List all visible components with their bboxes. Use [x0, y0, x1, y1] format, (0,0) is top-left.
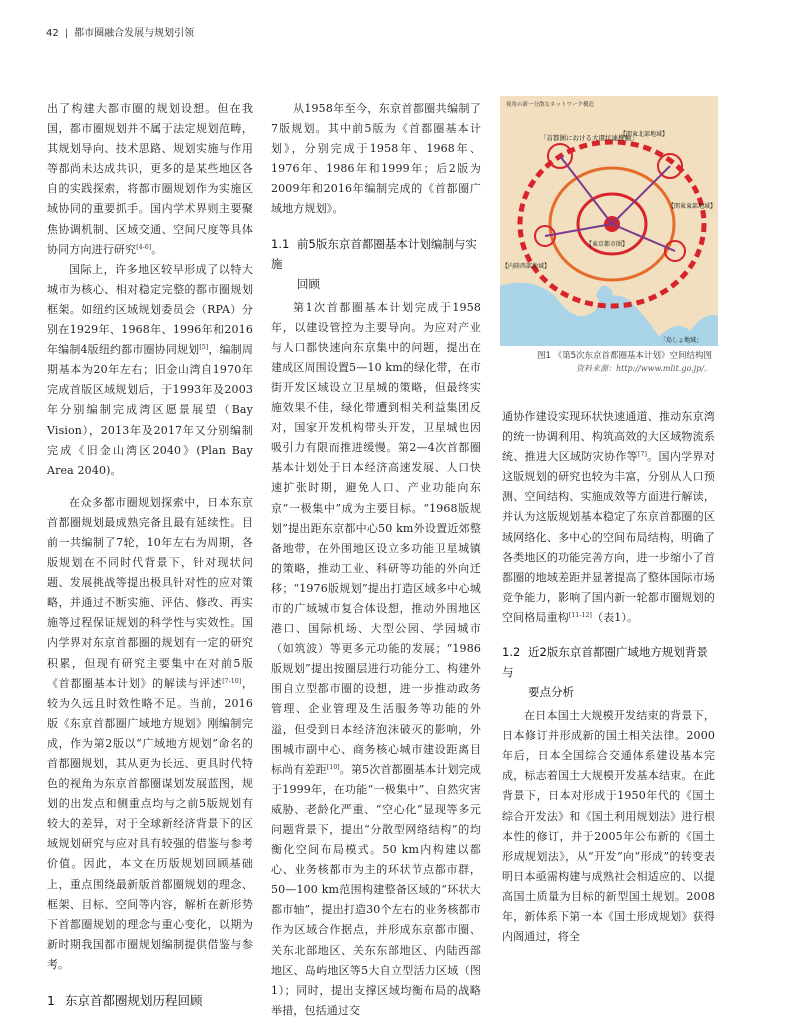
section-heading [47, 991, 253, 1011]
figure-caption: 图1 《第5次东京首都圈基本计划》空间结构图 [536, 351, 712, 361]
paragraph-text: 。 [151, 242, 163, 256]
subsection-title: 前5版东京首都圈基本计划编制与实施 [271, 236, 477, 271]
map-label-east: 【関東東部地域】 [668, 203, 717, 210]
map-label-north: 【関東北部地域】 [620, 131, 669, 138]
paragraph [271, 298, 481, 1021]
paragraph-text: ，编制周期基本为20年左右；旧金山湾自1970年完成首版区域规划后，于1993年及2003年分别编制完成湾区愿景展望（Bay Vision），2013年及2017年又分别编制完成《旧金山湾区2040》(Plan Bay Area 2040)。 [47, 343, 253, 477]
column-right [502, 407, 715, 947]
subsection-number: 1.2 [502, 645, 521, 660]
paragraph-text: 。国内学界对这版规划的研究也较为丰富，分别从人口预测、空间结构、实施成效等方面进行解读，并认为这版规划基本稳定了东京首都圈的区域网络化、多中心的空间布局结构，明确了各类地区的功能完善方向，进一步缩小了首都圈的地域差距并显著提高了整体国际市场竞争能力，影响了国内新一轮都市圈规划的空间格局重构 [502, 450, 715, 624]
figure-map [500, 96, 718, 346]
section-title: 东京首都圈规划历程回顾 [64, 993, 203, 1009]
subsection-heading [502, 642, 715, 702]
page-number: 42 [46, 28, 59, 39]
citation: [7] [638, 451, 647, 459]
map-label-west: 【内陸西部地域】 [502, 263, 551, 270]
journal-title: 都市圈融合发展与规划引领 [74, 28, 195, 39]
column-middle [271, 99, 481, 1021]
citation: [11-12] [568, 611, 592, 619]
paragraph-text: 第1次首都圈基本计划完成于1958年，以建设管控为主要导向。为应对产业与人口都快速向东京集中的问题，提出在建成区周围设置5—10 km的绿化带，在市街开发区域设立卫星城的策略，但最终实施效果不佳，绿化带遭到相关利益集团反对，国家开发机构带头开发，卫星城也因吸引力有限而推进缓慢。第2—4次首都圈基本计划处于日本经济高速发展、人口快速扩张时期，避免人口、产业功能向东京“一极集中”成为主要目标。“1968版规划”提出距东京都中心50 km外设置近郊整备地带，在外围地区设立多功能卫星城镇的策略，推动工业、科研等功能的外向迁移；“1976版规划”提出打造区域多中心城市的广域城市复合体设想，推动外围地区港口、国际机场、大型公园、学园城市（如筑波）等更多元功能的发展；“1986版规划”提出按圈层进行功能分工、构建外围自立型都市圈的设想，进一步推动政务管理、企业管理及生活服务等功能的外溢，但受到日本经济泡沫破灭的影响，外围城市副中心、商务核心城市建设距离目标尚有差距 [271, 300, 481, 776]
subsection-number: 1.1 [271, 236, 290, 251]
paragraph: 从1958年至今，东京首都圈共编制了7版规划。其中前5版为《首都圈基本计划》，分别完成于1958年、1968年、1976年、1986年和1999年；后2版为2009年和2016年编制完成的《首都圈广域地方规划》。 [271, 102, 481, 216]
paragraph-text: （表1）。 [591, 610, 639, 624]
paragraph [47, 99, 253, 260]
citation: [10] [326, 763, 340, 771]
paragraph [502, 407, 715, 628]
paragraph-text: 出了构建大都市圈的规划设想。但在我国，都市圈规划并不属于法定规划范畴，其规划导向、技术思路、规划实施与作用等都尚未达成共识，更多的是某些地区各自的实践探索，将都市圈规划作为实施区域协同的重要抓手。国内学术界则主要聚焦协调机制、区域交通、空间尺度等具体协同方向进行研究 [47, 102, 253, 256]
map-title: 视角の新一分散なネットワーク構造 [506, 102, 595, 108]
subsection-heading [271, 234, 481, 294]
map-label-core: 【東京都市圏】 [586, 241, 629, 248]
citation: [7-10] [222, 677, 242, 685]
paragraph [47, 260, 253, 481]
citation: [5] [199, 344, 209, 352]
subsection-title: 近2版东京首都圈广域地方规划背景与 [502, 645, 708, 680]
paragraph-text: 国际上，许多地区较早形成了以特大城市为核心、相对稳定完整的都市圈规划框架。如纽约区域规划委员会（RPA）分别在1929年、1968年、1996年和2016年编制4版纽约都市圈协同规划 [47, 262, 253, 357]
citation: [4-6] [136, 243, 152, 251]
running-header [46, 24, 746, 39]
subsection-title-cont: 回顾 [297, 276, 320, 291]
structure-map [500, 96, 718, 346]
paragraph-text: 通协作建设实现环状快速通道、推动东京湾的统一协调利用、构筑高效的大区域物流系统、推进大区域防灾协作等 [502, 410, 715, 464]
map-label-south: 「島しょ地域」 [660, 337, 703, 344]
section-number: 1 [47, 993, 55, 1009]
paragraph: 在日本国土大规模开发结束的背景下，日本修订并形成新的国土相关法律。2000年后，日本全国综合交通体系建设基本完成，标志着国土大规模开发基本结束。在此背景下，日本对形成于1950年代的《国土综合开发法》和《国土利用规划法》进行根本性的修订，并于2005年公布新的《国土形成规划法》，从“开发”向“形成”的转变表明日本亟需构建与成熟社会相适应的、以提高国土质量为目标的新型国土规划。2008年，新体系下第一本《国土形成规划》获得内阁通过，将全 [502, 709, 715, 944]
column-left [47, 99, 253, 1021]
paragraph-text: 。第5次首都圈基本计划完成于1999年，在功能“一极集中”、自然灾害威胁、老龄化严重、“空心化”显现等多元问题背景下，提出“分散型网络结构”的均衡化空间布局模式。50 km内构建以都心、业务核都市为主的环状节点都市群，50—100 km范围构建整备区域的“环状大都市轴”，提出打造30个左右的业务核都市作为区域合作据点，并形成东京都市圈、关东北部地区、关东东部地区、内陆西部地区、岛屿地区等5大自立型活力区域（图1）；同时，提出支撑区域均衡布局的战略举措，包括通过交 [271, 762, 481, 1017]
paragraph-text: ，较为久远且时效性略不足。当前，2016版《东京首都圈广域地方规划》刚编制完成，作为第2版以“广域地方规划”命名的首都圈规划，其从更为长远、更具时代特色的视角为东京首都圈谋划发展蓝图，规划的出发点和侧重点均与之前5版规划有较大的差异，对于全球新经济背景下的区域规划研究与应对具有较强的借鉴与参考价值。因此，本文在历版规划回顾基础上，重点围绕最新版首都圈规划的理念、框架、目标、空间等内容，解析在新形势下首都圈规划的理念与重心变化，以期为新时期我国都市圈规划编制提供借鉴与参考。 [47, 676, 253, 971]
subsection-title-cont: 要点分析 [528, 685, 574, 700]
header-separator: | [64, 28, 69, 39]
paragraph-text: 在众多都市圈规划探索中，日本东京首都圈规划最成熟完备且最有延续性。目前一共编制了7轮，10年左右为周期，各版规划在不同时代背景下，针对现状问题、发展挑战等提出极具针对性的应对策略，并通过不断实施、评估、修改、再实施等过程保证规划的科学性与实效性。国内学界对东京首都圈的规划有一定的研究积累，但现有研究主要集中在对前5版《首都圈基本计划》的解读与评述 [47, 495, 253, 690]
paragraph [47, 493, 253, 975]
figure-source: 资料来源：http://www.mlit.go.jp/。 [575, 364, 712, 373]
map-label-center: 「首都圏における大環状連携軸」 [540, 134, 638, 142]
